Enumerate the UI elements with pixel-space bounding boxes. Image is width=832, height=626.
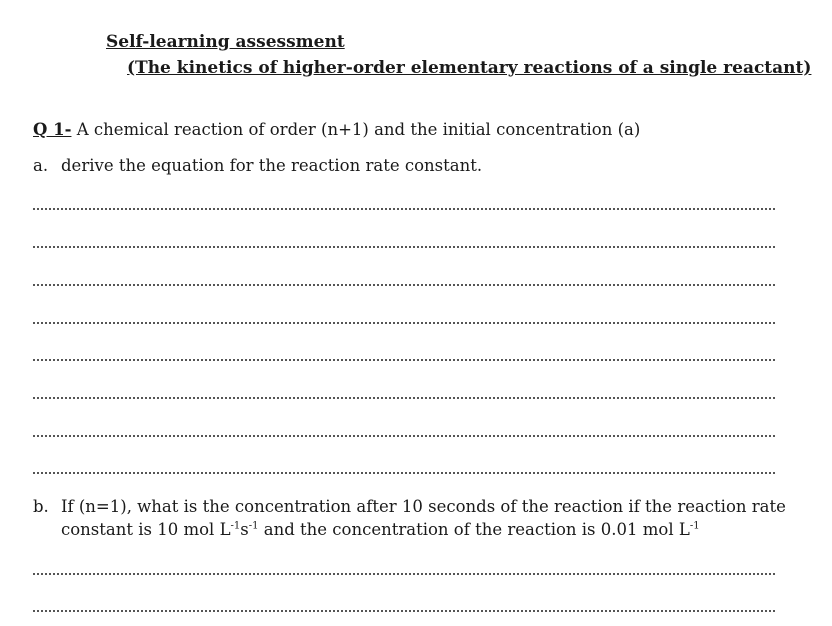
part-a: [33, 156, 482, 175]
superscript: -1: [230, 520, 241, 532]
answer-line[interactable]: [33, 435, 775, 437]
answer-line[interactable]: [33, 284, 775, 286]
answer-line[interactable]: [33, 610, 775, 612]
part-b-line2-unit: s: [240, 520, 249, 539]
answer-line[interactable]: [33, 208, 775, 210]
part-b-line1: If (n=1), what is the concentration after 10 seconds of the reaction if the reaction rate: [61, 497, 786, 516]
part-b-line2-text: constant is 10 mol L: [61, 520, 231, 539]
answer-line[interactable]: [33, 397, 775, 399]
answer-line[interactable]: [33, 359, 775, 361]
answer-line[interactable]: [33, 573, 775, 575]
answer-line[interactable]: [33, 322, 775, 324]
superscript: -1: [248, 520, 259, 532]
question-number: Q 1-: [33, 120, 72, 139]
answer-line[interactable]: [33, 246, 775, 248]
part-b-line2: [61, 520, 700, 539]
superscript: -1: [689, 520, 700, 532]
question-1: [33, 120, 640, 139]
part-b: [33, 497, 786, 516]
document-title: Self-learning assessment: [106, 32, 345, 52]
part-b-marker: b.: [33, 497, 49, 516]
part-a-text: derive the equation for the reaction rate constant.: [61, 156, 483, 175]
question-text: A chemical reaction of order (n+1) and the initial concentration (a): [71, 120, 641, 139]
part-a-marker: a.: [33, 156, 49, 175]
document-subtitle: (The kinetics of higher-order elementary reactions of a single reactant): [127, 58, 812, 78]
answer-line[interactable]: [33, 472, 775, 474]
part-b-line2-text-2: and the concentration of the reaction is 0.01 mol L: [258, 520, 690, 539]
